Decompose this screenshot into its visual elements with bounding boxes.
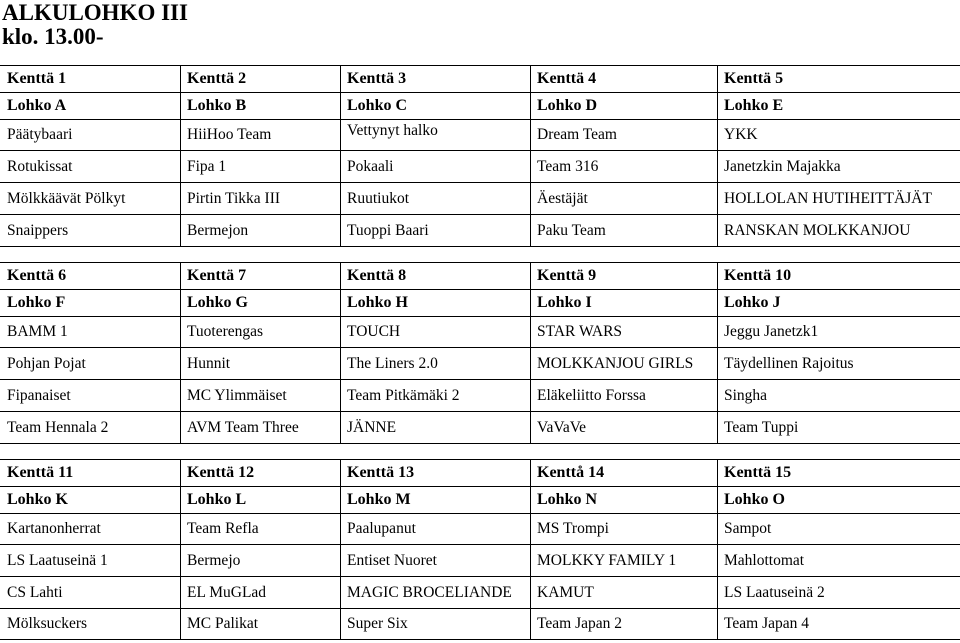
team-name-cell: Janetzkin Majakka	[724, 157, 841, 175]
team-name-cell: Tuoppi Baari	[347, 221, 429, 239]
field-header: Kenttä 13	[347, 464, 415, 481]
team-name-cell: Ruutiukot	[347, 189, 410, 207]
group-header: Lohko N	[537, 491, 598, 508]
team-name-cell: MC Ylimmäiset	[187, 386, 287, 404]
group-header: Lohko B	[187, 97, 247, 114]
group-header: Lohko E	[724, 97, 784, 114]
team-name-cell: Bermejo	[187, 551, 241, 569]
team-name-cell: Super Six	[347, 615, 408, 632]
field-header: Kenttä 6	[7, 267, 67, 284]
team-name-cell: Singha	[724, 386, 768, 404]
block-spacer	[0, 443, 960, 459]
page-title: ALKULOHKO III	[2, 0, 188, 25]
team-name-cell: Fipanaiset	[7, 386, 71, 404]
team-name-cell: Bermejon	[187, 221, 249, 239]
team-name-cell: Snaippers	[7, 221, 69, 239]
group-header: Lohko K	[7, 491, 68, 508]
team-name-cell: Pohjan Pojat	[7, 354, 86, 372]
group-header: Lohko D	[537, 97, 598, 114]
field-header: Kenttä 2	[187, 70, 247, 87]
group-header: Lohko M	[347, 491, 411, 508]
field-header: Kenttä 3	[347, 70, 407, 87]
team-name-cell: Team 316	[537, 157, 599, 175]
group-header: Lohko A	[7, 97, 67, 114]
table-row	[0, 411, 960, 443]
team-name-cell: RANSKAN MOLKKANJOU	[724, 221, 911, 239]
field-header: Kenttä 1	[7, 70, 67, 87]
team-name-cell: Jeggu Janetzk1	[724, 323, 819, 340]
team-name-cell: Team Refla	[187, 520, 259, 537]
table-row	[0, 513, 960, 544]
block-3-fields-row	[0, 459, 960, 486]
team-name-cell: Eläkeliitto Forssa	[537, 386, 646, 404]
team-name-cell: Hunnit	[187, 354, 231, 372]
team-name-cell: MS Trompi	[537, 520, 609, 537]
team-name-cell: Team Japan 4	[724, 615, 809, 632]
team-name-cell: Rotukissat	[7, 157, 73, 175]
table-row	[0, 608, 960, 640]
table-row	[0, 544, 960, 576]
team-name-cell: Mölkkäävät Pölkyt	[7, 189, 126, 207]
schedule-table	[0, 65, 960, 640]
team-name-cell: Team Tuppi	[724, 418, 799, 436]
team-name-cell: MOLKKANJOU GIRLS	[537, 354, 694, 372]
group-header: Lohko F	[7, 294, 66, 311]
team-name-cell: Fipa 1	[187, 157, 227, 175]
team-name-cell: Mahlottomat	[724, 551, 805, 569]
team-name-cell: Entiset Nuoret	[347, 551, 437, 569]
team-name-cell: JÄNNE	[347, 418, 397, 436]
team-name-cell: AVM Team Three	[187, 418, 299, 436]
field-header: Kenttä 10	[724, 267, 792, 284]
field-header: Kenttå 14	[537, 464, 605, 481]
table-row	[0, 119, 960, 150]
group-header: Lohko C	[347, 97, 408, 114]
block-1-fields-row	[0, 65, 960, 92]
team-name-cell: Vettynyt halko	[347, 122, 438, 139]
team-name-cell: TOUCH	[347, 323, 401, 340]
team-name-cell: The Liners 2.0	[347, 354, 438, 372]
field-header: Kenttä 4	[537, 70, 597, 87]
team-name-cell: LS Laatuseinä 1	[7, 551, 108, 569]
team-name-cell: Paalupanut	[347, 520, 416, 537]
team-name-cell: Paku Team	[537, 221, 606, 239]
group-header: Lohko G	[187, 294, 248, 311]
block-2-fields-row	[0, 262, 960, 289]
table-row	[0, 316, 960, 347]
table-row	[0, 150, 960, 182]
field-header: Kenttä 9	[537, 267, 597, 284]
table-row	[0, 214, 960, 246]
team-name-cell: Team Japan 2	[537, 615, 622, 632]
team-name-cell: VaVaVe	[537, 418, 587, 436]
team-name-cell: MC Palikat	[187, 615, 259, 632]
team-name-cell: CS Lahti	[7, 583, 63, 601]
team-name-cell: Tuoterengas	[187, 323, 264, 340]
field-header: Kenttä 7	[187, 267, 247, 284]
field-header: Kenttä 11	[7, 464, 74, 481]
table-row	[0, 379, 960, 411]
team-name-cell: Täydellinen Rajoitus	[724, 354, 854, 372]
team-name-cell: Team Hennala 2	[7, 418, 109, 436]
team-name-cell: HOLLOLAN HUTIHEITTÄJÄT	[724, 189, 932, 207]
team-name-cell: Pokaali	[347, 157, 394, 175]
field-header: Kenttä 15	[724, 464, 792, 481]
team-name-cell: STAR WARS	[537, 323, 623, 340]
block-3-groups-row	[0, 486, 960, 513]
team-name-cell: LS Laatuseinä 2	[724, 583, 825, 601]
team-name-cell: YKK	[724, 126, 758, 143]
group-header: Lohko J	[724, 294, 781, 311]
group-header: Lohko O	[724, 491, 785, 508]
field-header: Kenttä 5	[724, 70, 784, 87]
group-header: Lohko I	[537, 294, 592, 311]
team-name-cell: Dream Team	[537, 126, 617, 143]
team-name-cell: MAGIC BROCELIANDE	[347, 583, 512, 601]
field-header: Kenttä 8	[347, 267, 407, 284]
field-header: Kenttä 12	[187, 464, 255, 481]
team-name-cell: EL MuGLad	[187, 583, 267, 601]
table-row	[0, 576, 960, 608]
team-name-cell: BAMM 1	[7, 323, 68, 340]
block-2-groups-row	[0, 289, 960, 316]
team-name-cell: Päätybaari	[7, 126, 73, 143]
group-header: Lohko L	[187, 491, 247, 508]
block-1-groups-row	[0, 92, 960, 119]
team-name-cell: KAMUT	[537, 583, 594, 601]
team-name-cell: Kartanonherrat	[7, 520, 101, 537]
table-row	[0, 182, 960, 214]
group-header: Lohko H	[347, 294, 408, 311]
team-name-cell: Äestäjät	[537, 189, 588, 207]
team-name-cell: Mölksuckers	[7, 615, 88, 632]
table-row	[0, 347, 960, 379]
team-name-cell: Team Pitkämäki 2	[347, 386, 460, 404]
team-name-cell: HiiHoo Team	[187, 126, 272, 143]
start-time: klo. 13.00-	[2, 24, 104, 49]
team-name-cell: MOLKKY FAMILY 1	[537, 551, 677, 569]
team-name-cell: Sampot	[724, 520, 772, 537]
team-name-cell: Pirtin Tikka III	[187, 189, 281, 207]
block-spacer	[0, 246, 960, 262]
